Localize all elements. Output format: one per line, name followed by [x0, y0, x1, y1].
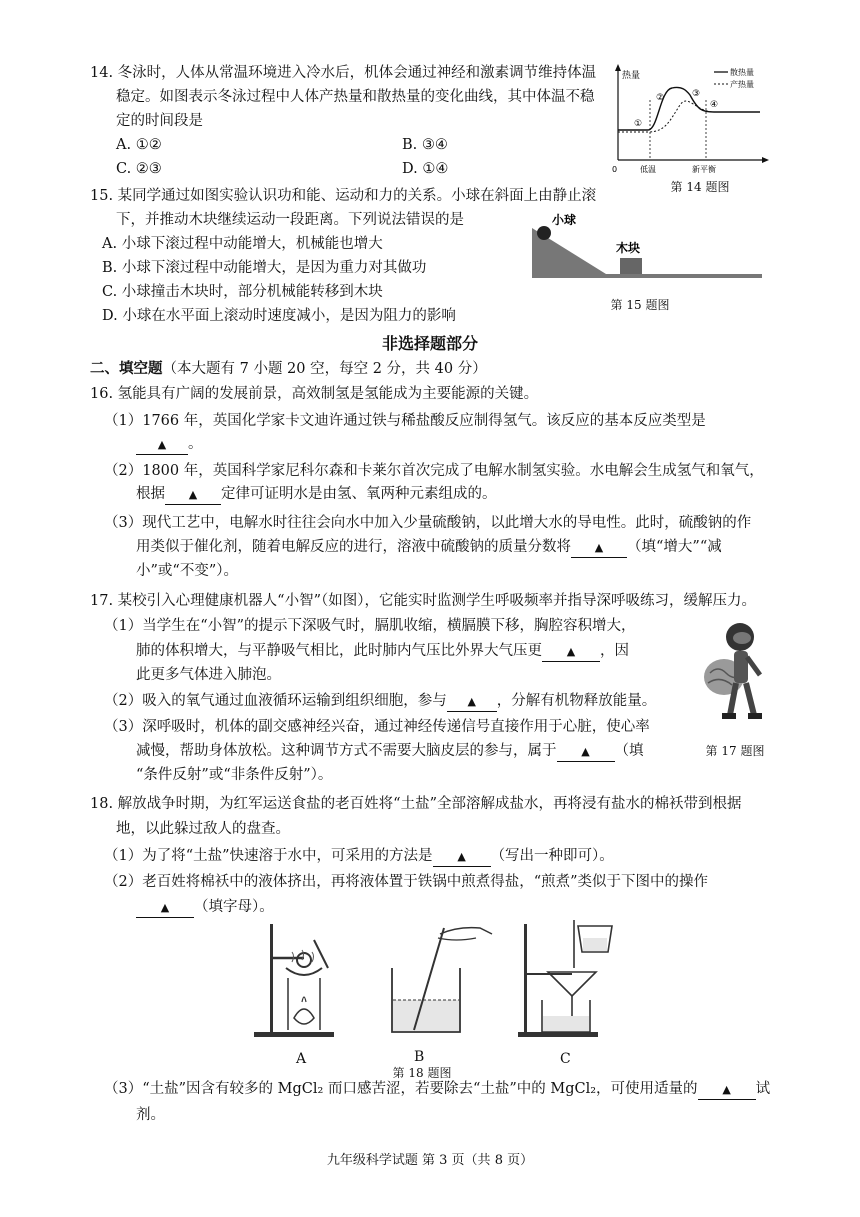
q17-blank-2[interactable]: ▲ [447, 693, 497, 712]
q14-x-label-new-balance: 新平衡 [692, 165, 716, 174]
q15-option-b: B. 小球下滚过程中动能增大，是因为重力对其做功 [102, 260, 427, 276]
q16-sub3-line3: 小”或“不变”）。 [136, 563, 238, 579]
q14-region-2: ② [656, 93, 665, 103]
q18-label-c: C [560, 1051, 571, 1067]
q16-sub3-post: （填“增大”“减 [627, 539, 722, 555]
q15-option-a: A. 小球下滚过程中动能增大，机械能也增大 [102, 236, 383, 252]
part2-heading: 二、填空题 [90, 360, 163, 377]
q15-block-label: 木块 [616, 241, 641, 255]
q18-sub1-pre: （1）为了将“土盐”快速溶于水中，可采用的方法是 [104, 848, 433, 864]
q14-ylabel: 热量 [622, 71, 641, 81]
q14-option-d: D. ①④ [402, 161, 449, 177]
q18-label-a: A [296, 1051, 307, 1067]
q18-sub2-line1: （2）老百姓将棉袄中的液体挤出，再将液体置于铁锅中煎煮得盐，“煎煮”类似于下图中的操作 [104, 874, 709, 890]
q14-line2: 稳定。如图表示冬泳过程中人体产热量和散热量的变化曲线，其中体温不稳 [116, 89, 595, 105]
q16-blank-2[interactable]: ▲ [165, 486, 221, 505]
q18-sub2-post: （填字母）。 [194, 899, 274, 915]
q14-region-3: ③ [692, 89, 701, 99]
section-title: 非选择题部分 [381, 334, 478, 353]
q15-incline-figure [528, 208, 768, 288]
q18-sub3-post: 试 [755, 1081, 771, 1097]
q18-stem-line1: 18. 解放战争时期，为红军运送食盐的老百姓将“土盐”全部溶解成盐水，再将浸有盐水的棉袄带到根据 [90, 796, 742, 812]
q17-blank-3[interactable]: ▲ [557, 743, 615, 762]
q14-heat-figure [610, 60, 770, 180]
q14-x-label-low-temp: 低温 [640, 165, 656, 174]
q15-option-d: D. 小球在水平面上滚动时速度减小，是因为阻力的影响 [102, 308, 456, 324]
q17-sub3-post: （填 [614, 743, 644, 759]
q16-sub3-pre: 用类似于催化剂，随着电解反应的进行，溶液中硫酸钠的质量分数将 [136, 539, 571, 555]
q16-sub2-post: 定律可证明水是由氢、氧两种元素组成的。 [221, 486, 497, 502]
q14-option-c: C. ②③ [116, 161, 162, 177]
q18-blank-3[interactable]: ▲ [698, 1081, 756, 1100]
q15-caption: 第 15 题图 [610, 298, 670, 312]
q18-label-b: B [414, 1049, 425, 1065]
part2-note: （本大题有 7 小题 20 空，每空 2 分，共 40 分） [162, 361, 487, 377]
q14-option-b: B. ③④ [402, 137, 448, 153]
q17-sub3-line1: （3）深呼吸时，机体的副交感神经兴奋，通过神经传递信号直接作用于心脏，使心率 [104, 719, 650, 735]
q14-legend-heat-production: 产热量 [730, 80, 754, 89]
q17-sub1-post: ，因 [600, 643, 629, 659]
q14-option-a: A. ①② [116, 137, 162, 153]
q15-line1: 15. 某同学通过如图实验认识功和能、运动和力的关系。小球在斜面上由静止滚 [90, 188, 597, 204]
q14-line3: 定的时间段是 [116, 113, 203, 129]
q14-caption: 第 14 题图 [670, 180, 730, 194]
q16-sub1-end: 。 [188, 436, 203, 452]
q17-blank-1[interactable]: ▲ [542, 643, 600, 662]
q15-ball [537, 226, 551, 240]
q16-sub1-line1: （1）1766 年，英国化学家卡文迪许通过铁与稀盐酸反应制得氢气。该反应的基本反应类型是 [104, 413, 706, 429]
q18-apparatus-a-evaporation [248, 920, 348, 1045]
q17-sub3-pre: 减慢，帮助身体放松。这种调节方式不需要大脑皮层的参与，属于 [136, 743, 557, 759]
q15-option-c: C. 小球撞击木块时，部分机械能转移到木块 [102, 284, 383, 300]
q18-caption: 第 18 题图 [392, 1066, 452, 1080]
q18-sub3-line2: 剂。 [136, 1107, 165, 1123]
q17-sub1-line1: （1）当学生在“小智”的提示下深吸气时，膈肌收缩，横膈膜下移，胸腔容积增大， [104, 618, 636, 634]
q17-robot-body [734, 651, 748, 683]
q17-sub3-line3: “条件反射”或“非条件反射”）。 [136, 767, 333, 783]
q17-sub1-pre: 肺的体积增大，与平静吸气相比，此时肺内气压比外界大气压更 [136, 643, 542, 659]
q17-caption: 第 17 题图 [705, 744, 765, 758]
q16-stem: 16. 氢能具有广阔的发展前景，高效制氢是氢能成为主要能源的关键。 [90, 386, 539, 402]
q18-apparatus-b-stirring [380, 920, 500, 1045]
q16-sub3-line1: （3）现代工艺中，电解水时往往会向水中加入少量硫酸钠，以此增大水的导电性。此时，硫酸钠的作 [104, 515, 752, 531]
q14-legend-heat-loss: 散热量 [730, 68, 754, 77]
q15-ball-label: 小球 [552, 213, 577, 227]
q16-blank-1[interactable]: ▲ [136, 436, 188, 455]
q18-blank-2[interactable]: ▲ [136, 899, 194, 918]
q17-robot-figure [698, 615, 768, 733]
q14-region-4: ④ [710, 100, 719, 110]
q18-blank-1[interactable]: ▲ [433, 848, 491, 867]
page-footer: 九年级科学试题 第 3 页（共 8 页） [326, 1153, 534, 1168]
q14-line1: 14. 冬泳时，人体从常温环境进入冷水后，机体会通过神经和激素调节维持体温 [90, 65, 597, 81]
q15-line2: 下，并推动木块继续运动一段距离。下列说法错误的是 [116, 212, 464, 228]
q14-origin-label: 0 [612, 165, 618, 174]
q16-sub2-pre: 根据 [136, 486, 165, 502]
q18-apparatus-c-filtration [512, 912, 622, 1044]
q18-stem-line2: 地，以此躲过敌人的盘查。 [116, 821, 290, 837]
q14-region-1: ① [634, 119, 643, 129]
q17-stem: 17. 某校引入心理健康机器人“小智”（如图），它能实时监测学生呼吸频率并指导深呼吸练习，缓解压力。 [90, 593, 756, 609]
q18-sub3-pre: （3）“土盐”因含有较多的 MgCl₂ 而口感苦涩，若要除去“土盐”中的 MgCl₂，可使用适量的 [104, 1081, 698, 1097]
q15-block [620, 258, 642, 274]
q16-sub2-line1: （2）1800 年，英国科学家尼科尔森和卡莱尔首次完成了电解水制氢实验。水电解会生成氢气和氧气， [104, 463, 764, 479]
q18-sub1-post: （写出一种即可）。 [490, 848, 614, 864]
q17-sub2-pre: （2）吸入的氧气通过血液循环运输到组织细胞，参与 [104, 693, 447, 709]
q17-sub2-post: ，分解有机物释放能量。 [496, 693, 657, 709]
q17-sub1-line3: 此更多气体进入肺泡。 [136, 667, 281, 683]
q16-blank-3[interactable]: ▲ [571, 539, 627, 558]
